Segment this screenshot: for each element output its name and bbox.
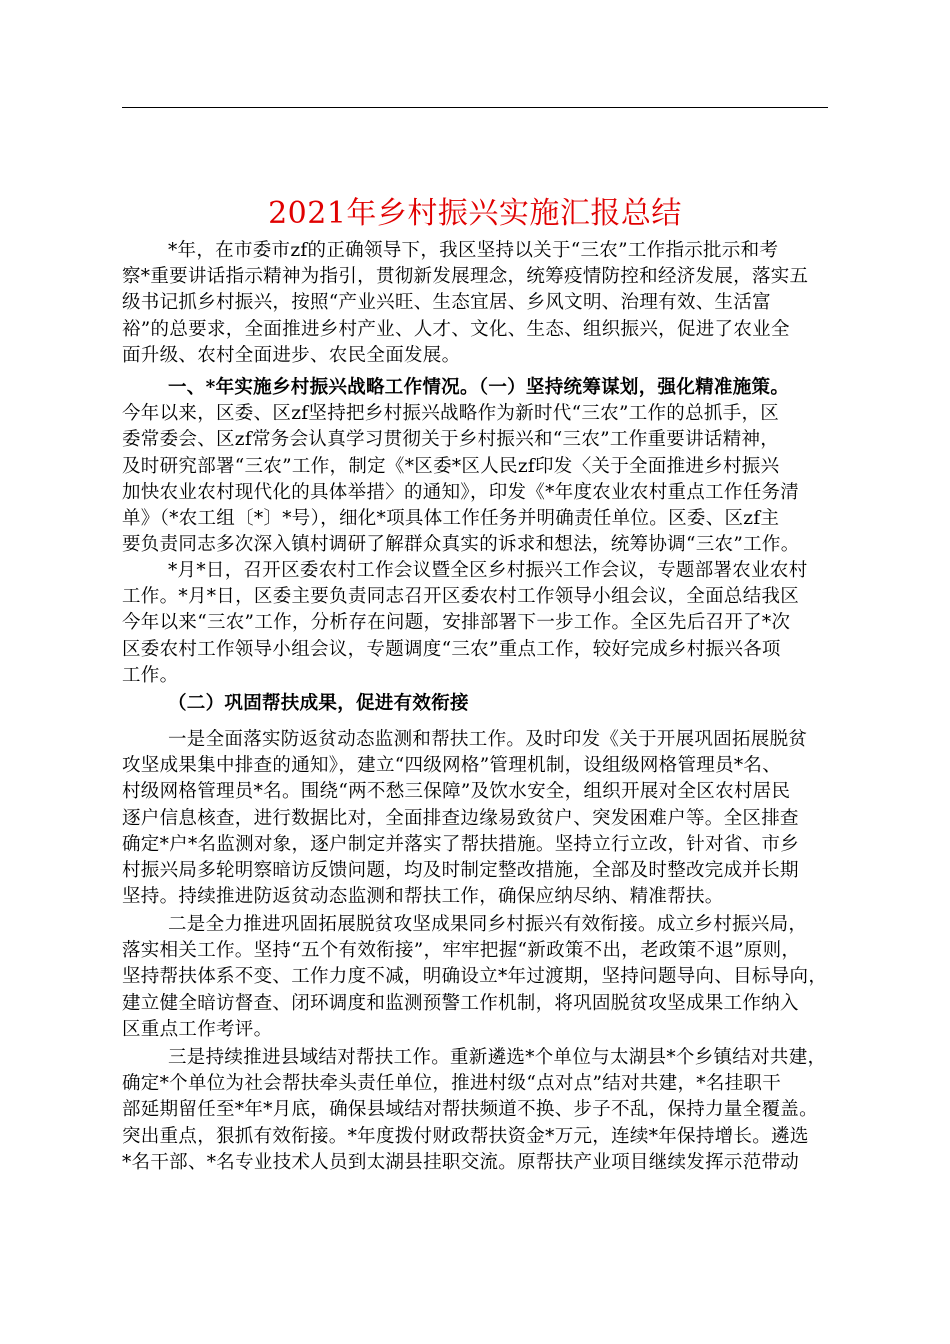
paragraph-intro xyxy=(122,238,828,369)
text-line: 裕”的总要求，全面推进乡村产业、人才、文化、生态、组织振兴，促进了农业全 xyxy=(122,318,790,340)
text-line: 村级网格管理员*名。围绕“两不愁三保障”及饮水安全，组织开展对全区农村居民 xyxy=(122,781,791,803)
text-line: 攻坚成果集中排查的通知》，建立“四级网格”管理机制，设组级网格管理员*名、 xyxy=(122,755,782,777)
text-line: 区重点工作考评。 xyxy=(122,1018,273,1040)
text-line: 部延期留任至*年*月底，确保县域结对帮扶频道不换、步子不乱，保持力量全覆盖。 xyxy=(122,1099,818,1121)
text-line: 二是全力推进巩固拓展脱贫攻坚成果同乡村振兴有效衔接。成立乡村振兴局， xyxy=(168,914,808,935)
text-line: *月*日，召开区委农村工作会议暨全区乡村振兴工作会议，专题部署农业农村 xyxy=(168,560,808,581)
text-line: 村振兴局多轮明察暗访反馈问题，均及时制定整改措施，全部及时整改完成并长期 xyxy=(122,860,799,882)
text-line: 一是全面落实防返贫动态监测和帮扶工作。及时印发《关于开展巩固拓展脱贫 xyxy=(168,729,808,750)
section-heading: （二）巩固帮扶成果，促进有效衔接 xyxy=(168,693,469,714)
document-title: 2021年乡村振兴实施汇报总结 xyxy=(268,196,682,231)
text-line: 建立健全暗访督查、闭环调度和监测预警工作机制，将巩固脱贫攻坚成果工作纳入 xyxy=(122,992,799,1014)
text-line: 确定*个单位为社会帮扶牵头责任单位，推进村级“点对点”结对共建，*名挂职干 xyxy=(122,1073,782,1095)
text-line: 要负责同志多次深入镇村调研了解群众真实的诉求和想法，统筹协调“三农”工作。 xyxy=(122,534,800,556)
text-line: *年，在市委市zf的正确领导下，我区坚持以关于“三农”工作指示批示和考 xyxy=(168,240,779,261)
paragraph-section-1 xyxy=(122,375,828,558)
text-line: 坚持。持续推进防返贫动态监测和帮扶工作，确保应纳尽纳、精准帮扶。 xyxy=(122,886,724,908)
text-line: 坚持帮扶体系不变、工作力度不减，明确设立*年过渡期，坚持问题导向、目标导向， xyxy=(122,966,828,988)
text-line: 面升级、农村全面进步、农民全面发展。 xyxy=(122,344,461,366)
text-line: 区委农村工作领导小组会议，专题调度“三农”重点工作，较好完成乡村振兴各项 xyxy=(122,638,781,660)
text-line: 工作。*月*日，区委主要负责同志召开区委农村工作领导小组会议，全面总结我区 xyxy=(122,586,800,608)
text-line: 级书记抓乡村振兴，按照“产业兴旺、生态宜居、乡风文明、治理有效、生活富 xyxy=(122,292,771,314)
text-line: 委常委会、区zf常务会认真学习贯彻关于乡村振兴和“三农”工作重要讲话精神， xyxy=(122,429,780,451)
text-line: 三是持续推进县域结对帮扶工作。重新遴选*个单位与太湖县*个乡镇结对共建， xyxy=(168,1047,827,1068)
text-line: 落实相关工作。坚持“五个有效衔接”，牢牢把握“新政策不出，老政策不退”原则， xyxy=(122,940,801,962)
text-line: 单》（*农工组〔*〕*号），细化*项具体工作任务并明确责任单位。区委、区zf主 xyxy=(122,508,780,530)
section-heading: 一、*年实施乡村振兴战略工作情况。（一）坚持统筹谋划，强化精准施策。 xyxy=(168,377,790,398)
text-line: 今年以来“三农”工作，分析存在问题，安排部署下一步工作。全区先后召开了*次 xyxy=(122,612,791,634)
text-line: 突出重点，狠抓有效衔接。*年度拨付财政帮扶资金*万元，连续*年保持增长。遴选 xyxy=(122,1125,809,1147)
text-line: 加快农业农村现代化的具体举措〉的通知》，印发《*年度农业农村重点工作任务清 xyxy=(122,481,800,503)
text-line: *名干部、*名专业技术人员到太湖县挂职交流。原帮扶产业项目继续发挥示范带动 xyxy=(122,1151,800,1173)
header-rule xyxy=(122,107,828,108)
paragraph-connection xyxy=(122,912,828,1043)
paragraph-monitoring xyxy=(122,727,828,910)
paragraph-county-pairing xyxy=(122,1045,828,1176)
text-line: 工作。 xyxy=(122,664,179,686)
paragraph-meetings xyxy=(122,558,828,689)
text-line: 确定*户*名监测对象，逐户制定并落实了帮扶措施。坚持立行立改，针对省、市乡 xyxy=(122,833,800,855)
text-line: 察*重要讲话指示精神为指引，贯彻新发展理念，统筹疫情防控和经济发展，落实五 xyxy=(122,266,809,288)
text-line: 及时研究部署“三农”工作，制定《*区委*区人民zf印发〈关于全面推进乡村振兴 xyxy=(122,455,780,477)
text-line: 今年以来，区委、区zf坚持把乡村振兴战略作为新时代“三农”工作的总抓手，区 xyxy=(122,403,780,425)
paragraph-subheading-2 xyxy=(122,691,828,717)
text-line: 逐户信息核查，进行数据比对，全面排查边缘易致贫户、突发困难户等。全区排查 xyxy=(122,807,799,829)
